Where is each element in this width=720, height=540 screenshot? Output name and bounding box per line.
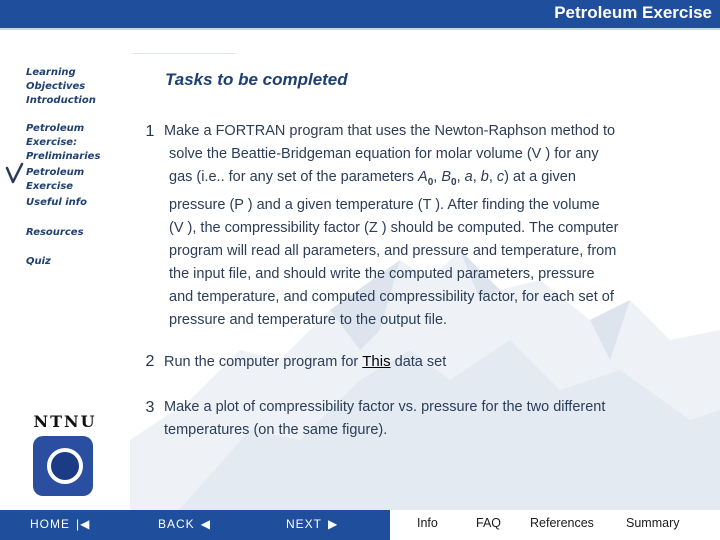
logo-text: NTNU	[33, 412, 97, 431]
header-bar	[0, 0, 720, 28]
sidebar-item-learning-objectives[interactable]: Learning Objectives	[26, 67, 86, 92]
logo-emblem	[33, 436, 93, 496]
next-label: NEXT	[286, 517, 323, 531]
task-line: and temperature, and computed compressibility factor, for each set of	[169, 288, 614, 305]
sidebar-item-petroleum-exercise[interactable]: Petroleum Exercise	[26, 167, 85, 192]
task-item-1	[140, 120, 670, 332]
info-link[interactable]: Info	[417, 516, 438, 530]
task-line: Make a FORTRAN program that uses the Newton-Raphson method to	[164, 123, 616, 139]
ntnu-logo	[30, 412, 100, 492]
summary-link[interactable]: Summary	[626, 516, 680, 530]
task-line: gas (i.e.. for any set of the parameters $A_0$, $B_0$, a, b, c) at a given	[169, 169, 576, 188]
references-link[interactable]: References	[530, 516, 594, 530]
task-line: solve the Beattie-Bridgeman equation for molar volume (V ) for any	[169, 146, 599, 162]
task-line: program will read all parameters, and pressure and temperature, from	[169, 242, 617, 259]
task-body	[164, 350, 670, 374]
task-line: temperatures (on the same figure).	[164, 422, 388, 438]
task-line: pressure and temperature to the output file.	[169, 311, 448, 328]
checkmark-icon	[4, 162, 26, 186]
task-number: 2	[145, 353, 155, 370]
task-line: (V ), the compressibility factor (Z ) should be computed. The computer	[169, 219, 619, 236]
next-button[interactable]	[286, 517, 338, 531]
home-arrow-icon: |◀	[76, 517, 91, 531]
task-text: data set	[390, 354, 447, 370]
back-label: BACK	[158, 517, 195, 531]
home-label: HOME	[30, 517, 70, 531]
sidebar-item-useful-info[interactable]: Useful info	[26, 197, 88, 208]
task-body	[164, 396, 670, 442]
task-text: Run the computer program for	[164, 354, 363, 370]
task-line: Make a plot of compressibility factor vs. pressure for the two different	[164, 399, 606, 415]
home-button[interactable]	[30, 517, 90, 531]
task-body	[164, 120, 670, 332]
back-button[interactable]	[158, 517, 211, 531]
back-arrow-icon: ◀	[200, 517, 211, 531]
task-item-2	[140, 350, 670, 374]
page-title: Tasks to be completed	[165, 70, 348, 89]
sidebar-item-quiz[interactable]: Quiz	[26, 256, 51, 267]
sidebar-item-introduction[interactable]: Introduction	[26, 95, 96, 106]
next-arrow-icon: ▶	[328, 517, 339, 531]
app-title: Petroleum Exercise	[554, 3, 712, 22]
task-line: the input file, and should write the computed parameters, pressure	[169, 265, 595, 282]
sidebar-item-resources[interactable]: Resources	[26, 227, 84, 238]
task-item-3	[140, 396, 670, 442]
task-number: 1	[145, 123, 155, 140]
sidebar-item-preliminaries[interactable]: Petroleum Exercise: Preliminaries	[26, 123, 101, 162]
logo-ring-icon	[47, 448, 83, 484]
faq-link[interactable]: FAQ	[476, 516, 502, 530]
task-number: 3	[145, 399, 155, 416]
content-divider	[132, 53, 236, 54]
task-line: pressure (P ) and a given temperature (T ). After finding the volume	[169, 196, 600, 213]
data-set-link[interactable]: This	[362, 353, 391, 370]
